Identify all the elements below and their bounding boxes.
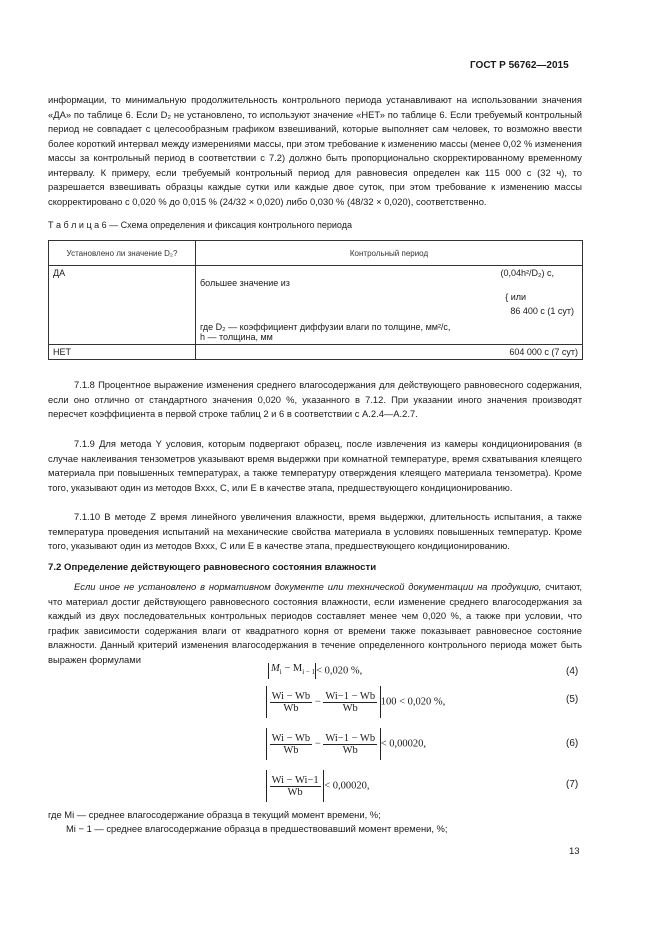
row-yes-label: ДА xyxy=(49,266,196,345)
row-yes-content xyxy=(196,266,583,345)
formula-4-abs: $M_i - M_{i - 1}$ xyxy=(268,663,315,679)
formula-6-frac1: $\frac{Wi - Wb}{Wb}$ xyxy=(271,732,311,756)
formula-7-frac: $\frac{Wi - Wi-1}{Wb}$ xyxy=(271,774,319,798)
paragraph-7-1-8: 7.1.8 Процентное выражение изменения среднего влагосодержания для действующего равновесного содержания, если оно отлично от стандартного значения 0,020 %, указанного в 7.12. При указании иного значения производят пересчет коэффициента в первой строке таблиц 2 и 6 в соответствии с А.2.4—А.2.7. xyxy=(48,379,582,419)
where-line-1: где Mi — среднее влагосодержание образца в текущий момент времени, %; xyxy=(48,809,381,820)
intro-paragraph: информации, то минимальную продолжительность контрольного периода устанавливают на использовании значения «ДА» по таблице 6. Если D₂ не установлено, то используют значение «НЕТ» по таблице 6. Если требуемый контрольный период не совпадает с целесообразным графиком взвешиваний, которые выполняет сам человек, то возможно ввести более короткий интервал между измерениями массы, при этом требование к изменению массы (менее 0,02 % изменения массы за контрольный период в соответствии с 7.2) должно быть пропорционально скорректированному временному интервалу. К примеру, если требуемый контрольный период для равновесия определен как 115 000 с (32 ч), то разрешается взвешивать образцы каждые сутки или каждые двое суток, при этом требование к изменению массы скорректировано с 0,020 % до 0,015 % (24/32 × 0,020) либо 0,030 % (48/32 × 0,020), соответственно. xyxy=(48,94,582,207)
equation-number-7: (7) xyxy=(566,779,579,790)
row-yes-where: где D₂ — коэффициент диффузии влаги по толщине, мм²/с, xyxy=(200,322,451,332)
row-yes-value: 86 400 с (1 сут) xyxy=(510,306,574,316)
equation-number-6: (6) xyxy=(566,738,579,749)
control-period-table xyxy=(48,240,583,360)
equation-number-4: (4) xyxy=(566,666,579,677)
paragraph-7-2-italic: Если иное не установлено в нормативном документе или технической документации на продукцию, xyxy=(74,581,542,592)
row-no-label: НЕТ xyxy=(49,345,196,360)
paragraph-7-2 xyxy=(48,580,582,667)
paragraph-7-1-10: 7.1.10 В методе Z время линейного увеличения влажности, время выдержки, длительность испытания, а также температура проведения испытаний на механические свойства материала в условиях повышенных температур. Кроме того, указывают один из методов Bxxx, C или E в качестве этапа, предшествующего кондиционированию. xyxy=(48,511,582,551)
formula-5-frac1: $\frac{Wi - Wb}{Wb}$ xyxy=(271,690,311,714)
section-heading-7-2: 7.2 Определение действующего равновесного состояния влажности xyxy=(48,562,377,573)
formula-4: $M_i - M_{i - 1}< 0,020$ %, xyxy=(268,663,362,679)
row-yes-or: { или xyxy=(505,292,526,302)
formula-5: $\frac{Wi - Wb}{Wb}$ − $\frac{Wi-1 - Wb}{Wb}$ 100 < 0,020 %, xyxy=(266,686,445,718)
formula-6-frac2: $\frac{Wi-1 - Wb}{Wb}$ xyxy=(325,732,376,756)
table-caption: Т а б л и ц а 6 — Схема определения и фиксация контрольного периода xyxy=(48,220,352,230)
row-yes-formula: (0,04h²/D₂) с, xyxy=(500,268,554,278)
formula-5-frac2: $\frac{Wi-1 - Wb}{Wb}$ xyxy=(325,690,376,714)
paragraph-7-2-rest: считают, что материал достиг действующего равновесного состояния влажности, если изменение среднего влагосодержания за каждый из двух последовательных контрольных периодов составляет менее чем 0,020 %, а также при условии, что график зависимости содержания влаги от квадратного корня от времени также показывает равновесное состояние влажности. Данный критерий изменения влагосодержания в течение определенного контрольного периода может быть выражен формулами xyxy=(48,581,582,665)
paragraph-7-1-9: 7.1.9 Для метода Y условия, которым подвергают образец, после извлечения из камеры кондиционирования (в случае наклеивания тензометров указывают время выдержки при комнатной температуре, время схватывания клеящего материала при повышенных температурах, а также температуру отверждения клеящего материала тензометра). Кроме того, указывают один из методов Bxxx, C, или E в качестве этапа, предшествующего кондиционированию. xyxy=(48,438,582,493)
page-number: 13 xyxy=(569,846,580,857)
table-header-d2: Установлено ли значение D₂? xyxy=(49,241,196,266)
row-no-value: 604 000 с (7 сут) xyxy=(196,345,583,360)
where-line-2: Mi − 1 — среднее влагосодержание образца в предшествовавший момент времени, %; xyxy=(66,823,448,834)
equation-number-5: (5) xyxy=(566,694,579,705)
formula-7: $\frac{Wi - Wi-1}{Wb}$ < 0,00020, xyxy=(266,770,370,802)
row-yes-larger: большее значение из xyxy=(200,278,290,288)
document-header: ГОСТ Р 56762—2015 xyxy=(470,60,569,71)
formula-6: $\frac{Wi - Wb}{Wb}$ − $\frac{Wi-1 - Wb}{Wb}$ < 0,00020, xyxy=(266,728,426,760)
row-yes-h: h — толщина, мм xyxy=(200,332,273,342)
table-header-period: Контрольный период xyxy=(196,241,583,266)
